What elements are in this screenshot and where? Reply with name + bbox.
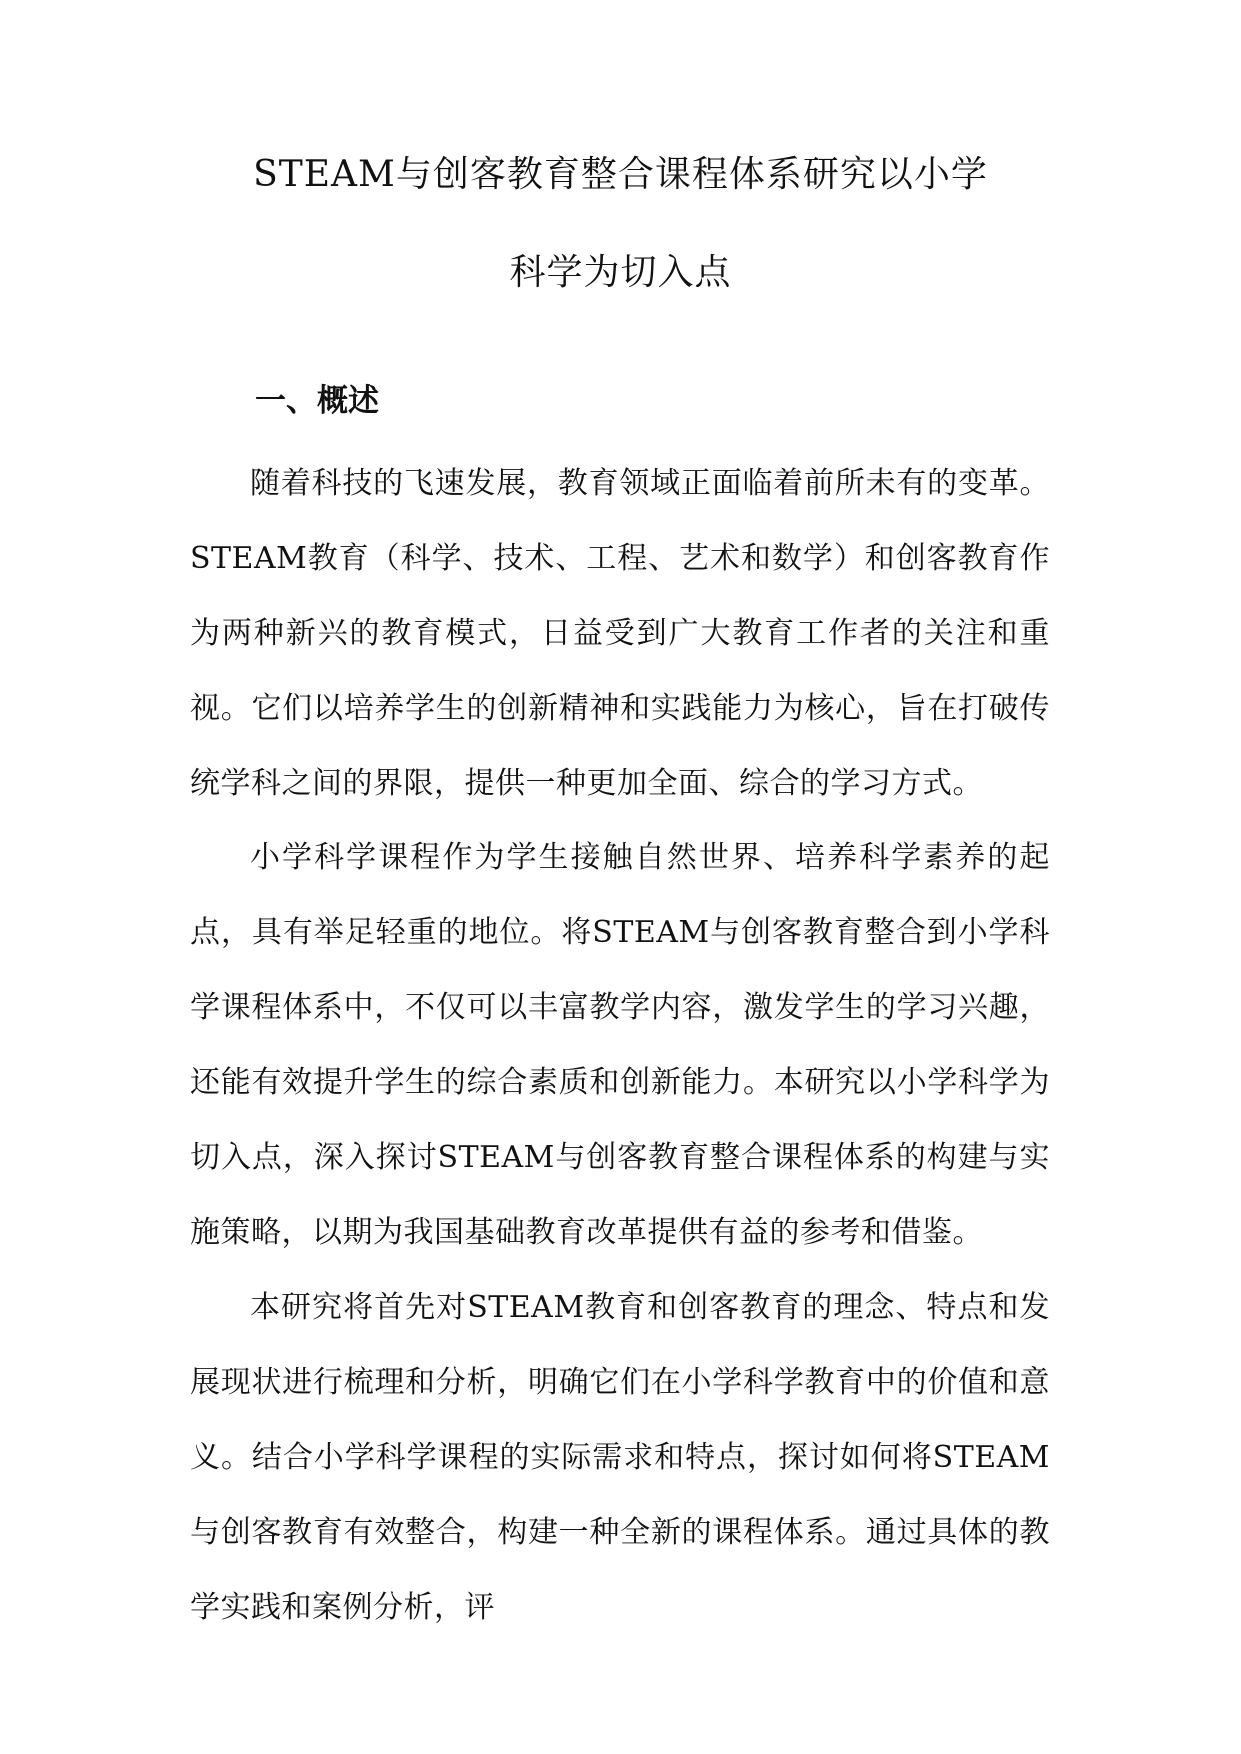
paragraph-2: 小学科学课程作为学生接触自然世界、培养科学素养的起点，具有举足轻重的地位。将STEAM与创客教育整合到小学科学课程体系中，不仅可以丰富教学内容，激发学生的学习兴趣，还能有效提升学生的综合素质和创新能力。本研究以小学科学为切入点，深入探讨STEAM与创客教育整合课程体系的构建与实施策略，以期为我国基础教育改革提供有益的参考和借鉴。 (190, 840, 1050, 1250)
paragraph-1: 随着科技的飞速发展，教育领域正面临着前所未有的变革。STEAM教育（科学、技术、工程、艺术和数学）和创客教育作为两种新兴的教育模式，日益受到广大教育工作者的关注和重视。它们以培养学生的创新精神和实践能力为核心，旨在打破传统学科之间的界限，提供一种更加全面、综合的学习方式。 (190, 466, 1050, 801)
section-heading-overview: 一、概述 (255, 383, 379, 419)
document-title-line-1: STEAM与创客教育整合课程体系研究以小学 (253, 154, 988, 195)
document-title-line-2: 科学为切入点 (509, 252, 732, 293)
paragraph-3: 本研究将首先对STEAM教育和创客教育的理念、特点和发展现状进行梳理和分析，明确它们在小学科学教育中的价值和意义。结合小学科学课程的实际需求和特点，探讨如何将STEAM与创客教育有效整合，构建一种全新的课程体系。通过具体的教学实践和案例分析，评 (190, 1290, 1050, 1625)
